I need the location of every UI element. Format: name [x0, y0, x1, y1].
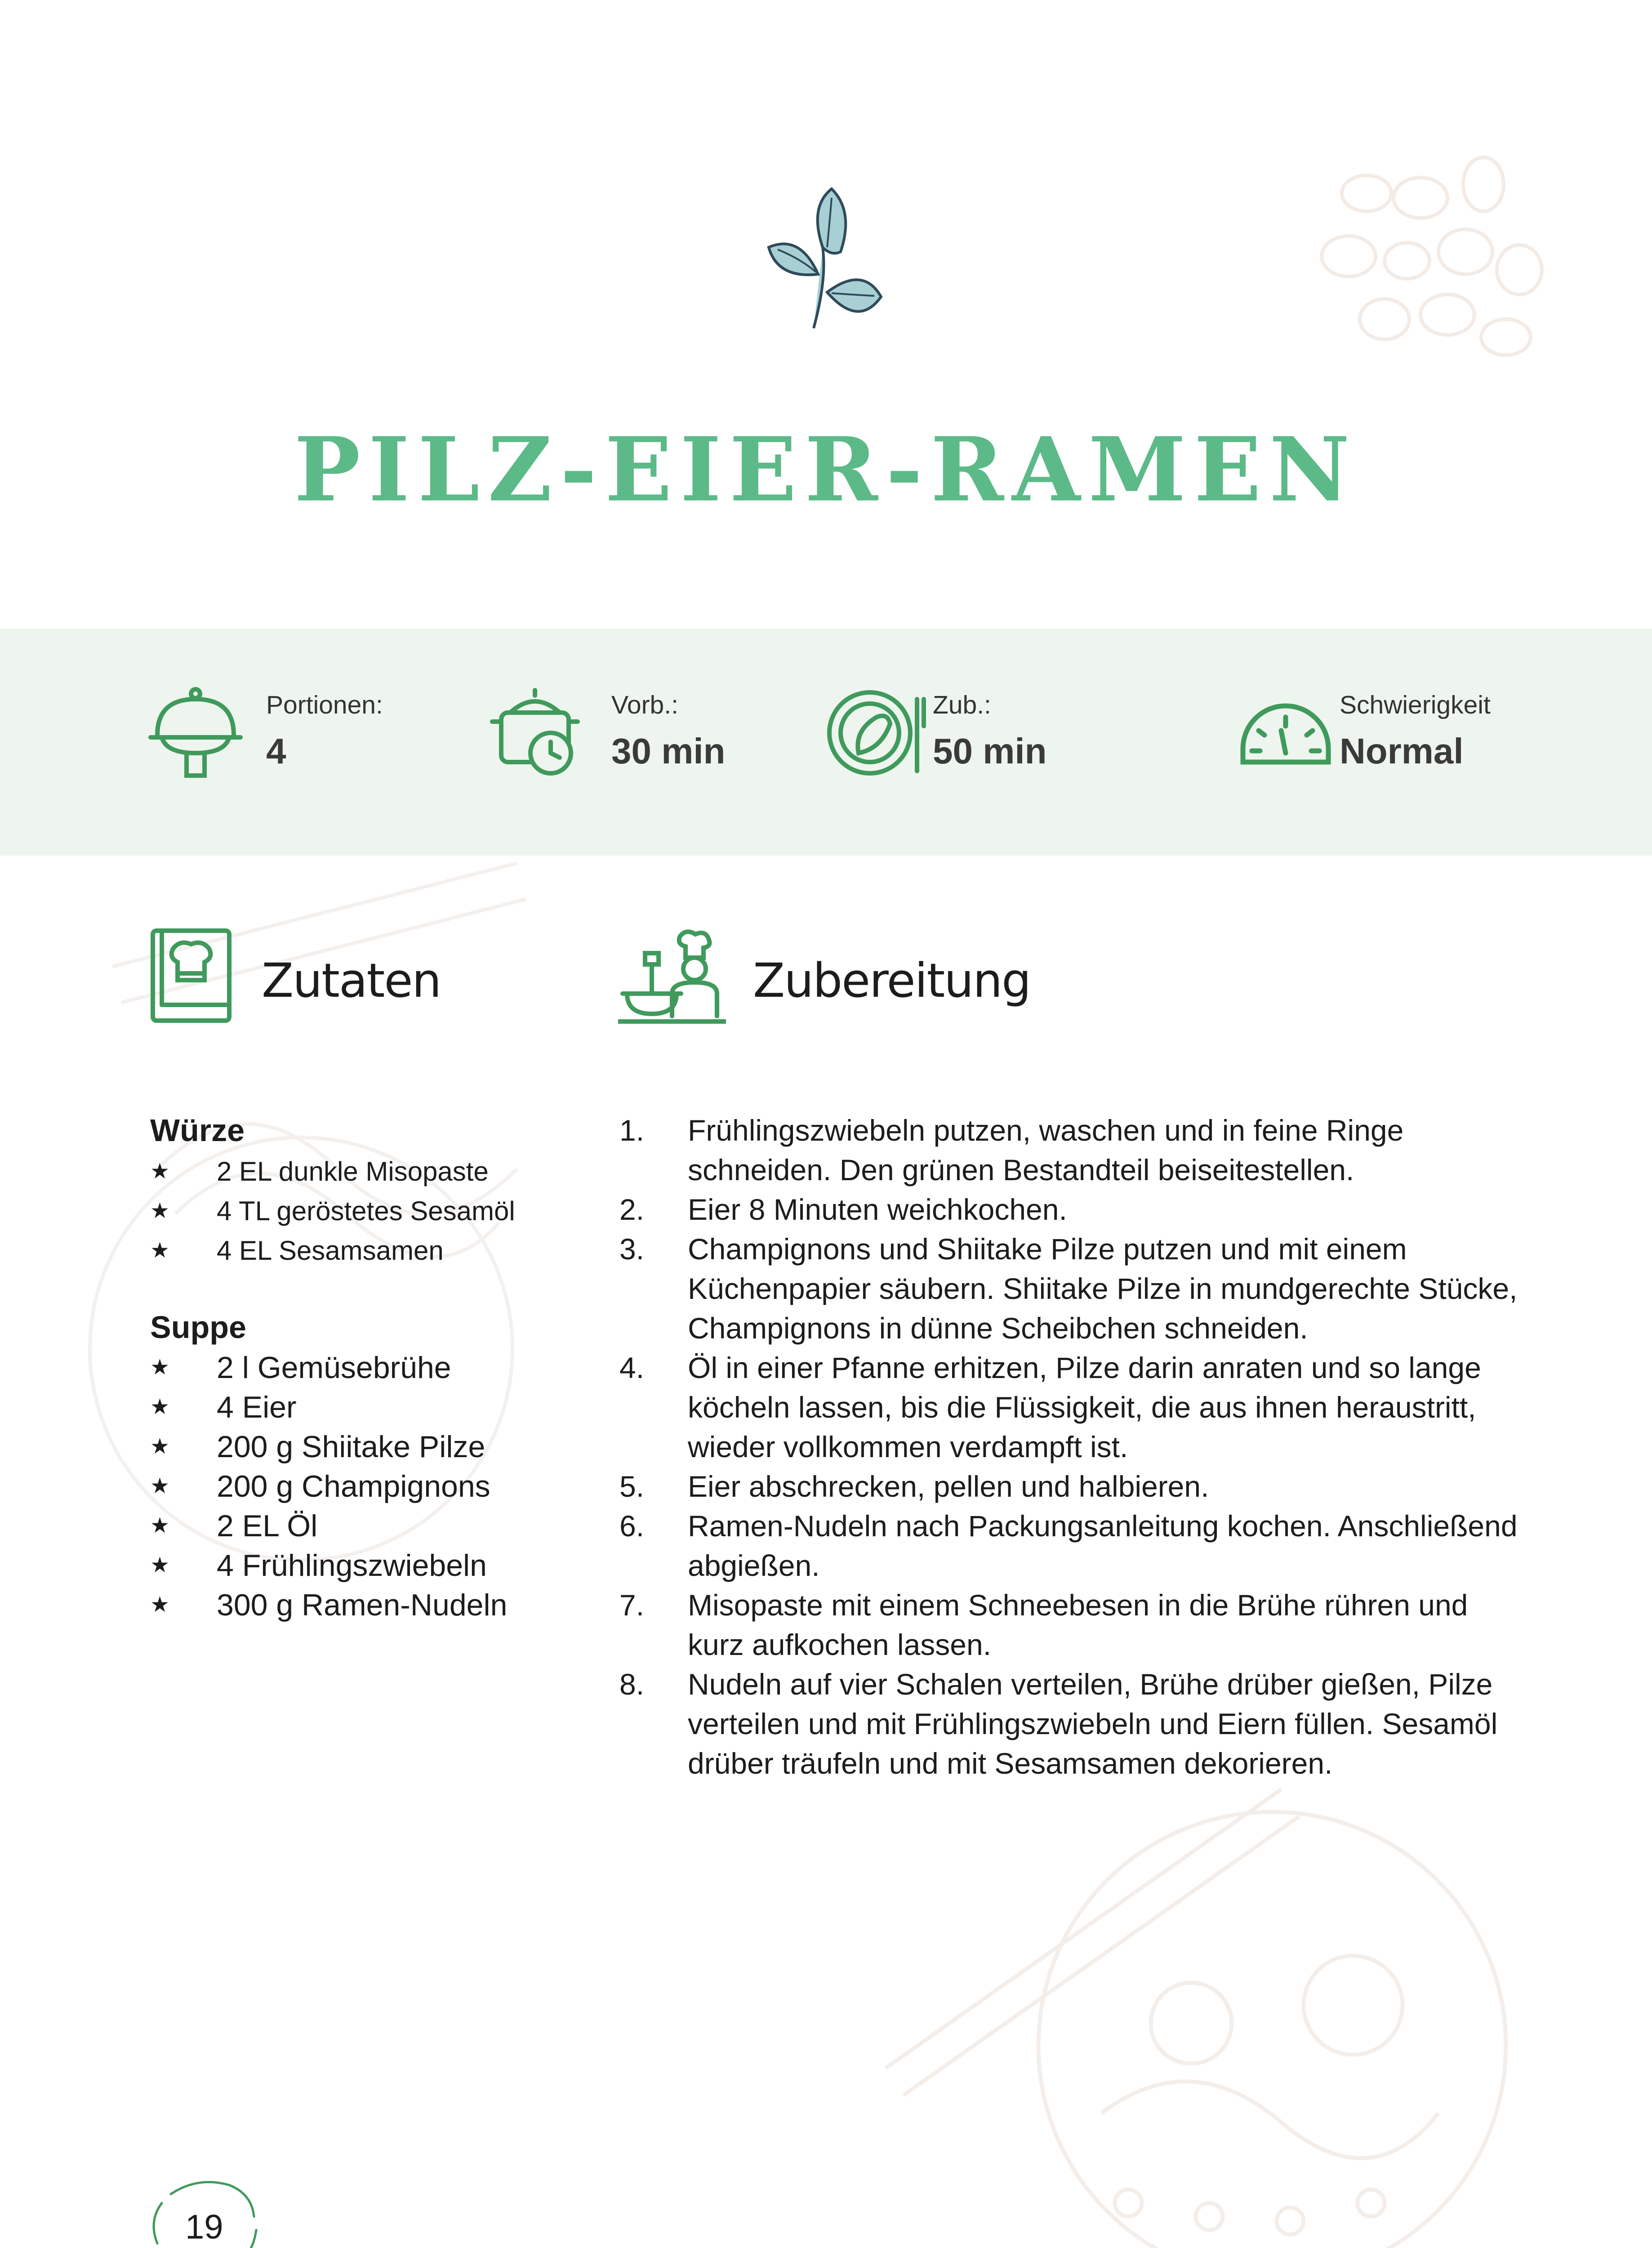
star-bullet-icon: ★ [150, 1356, 170, 1379]
step-number: 4. [619, 1351, 645, 1384]
step-number: 1. [619, 1114, 645, 1147]
page-number: 19 [185, 2208, 223, 2246]
star-bullet-icon: ★ [150, 1514, 170, 1538]
prep-time-label: Vorb.: [611, 691, 678, 719]
servings-label: Portionen: [266, 691, 383, 719]
servings-value: 4 [266, 731, 286, 771]
difficulty-label: Schwierigkeit [1340, 691, 1491, 719]
star-bullet-icon: ★ [150, 1239, 170, 1262]
prep-time-value: 30 min [611, 731, 726, 771]
cookbook-chef-hat-icon [148, 926, 234, 1025]
step-text: Eier abschrecken, pellen und halbieren. [688, 1470, 1209, 1503]
difficulty-value: Normal [1340, 731, 1464, 771]
list-item [619, 1506, 1518, 1585]
list-item [619, 1664, 1518, 1783]
pot-timer-icon [483, 681, 587, 785]
step-number: 8. [619, 1668, 645, 1701]
difficulty-info [1234, 681, 1549, 785]
preparation-steps [619, 1111, 1518, 1783]
step-text: Frühlingszwiebeln putzen, waschen und in feine Ringe schneiden. Den grünen Bestandteil beiseitestellen. [688, 1114, 1404, 1186]
recipe-title: PILZ-EIER-RAMEN [294, 418, 1358, 522]
cook-time-info [827, 681, 1142, 785]
step-text: Eier 8 Minuten weichkochen. [688, 1193, 1067, 1226]
list-item [619, 1229, 1518, 1348]
step-text: Misopaste mit einem Schneebesen in die Brühe rühren und kurz aufkochen lassen. [688, 1588, 1468, 1661]
list-item [619, 1190, 1518, 1229]
list-item [619, 1467, 1518, 1506]
list-item [619, 1585, 1518, 1664]
ingredient-group-title: Suppe [150, 1310, 246, 1345]
step-number: 6. [619, 1509, 645, 1543]
plate-food-icon [827, 681, 931, 785]
ramen-bowl-background-decoration [877, 1753, 1573, 2248]
servings-info [144, 681, 459, 785]
serving-cloche-icon [144, 681, 247, 785]
star-bullet-icon: ★ [150, 1199, 170, 1223]
cook-time-label: Zub.: [933, 691, 991, 719]
noodles-background-decoration [1295, 144, 1573, 396]
prep-time-info [483, 681, 798, 785]
star-bullet-icon: ★ [150, 1474, 170, 1498]
star-bullet-icon: ★ [150, 1593, 170, 1617]
step-text: Nudeln auf vier Schalen verteilen, Brühe drüber gießen, Pilze verteilen und mit Frühlingszwiebeln und Eiern füllen. Sesamöl drüber träufeln und mit Sesamsamen dekorieren. [688, 1668, 1498, 1780]
step-number: 7. [619, 1588, 645, 1622]
ingredients-heading: Zutaten [262, 953, 441, 1008]
step-number: 3. [619, 1232, 645, 1266]
star-bullet-icon: ★ [150, 1553, 170, 1577]
preparation-heading: Zubereitung [753, 953, 1031, 1008]
step-text: Ramen-Nudeln nach Packungsanleitung kochen. Anschließend abgießen. [688, 1509, 1518, 1582]
star-bullet-icon: ★ [150, 1160, 170, 1183]
list-item [619, 1111, 1518, 1190]
star-bullet-icon: ★ [150, 1395, 170, 1419]
list-item [619, 1348, 1518, 1467]
step-text: Öl in einer Pfanne erhitzen, Pilze darin anraten und so lange köcheln lassen, bis die Flüssigkeit, die aus ihnen heraustritt, wieder vollkommen verdampft ist. [688, 1351, 1481, 1463]
step-number: 2. [619, 1193, 645, 1226]
step-number: 5. [619, 1470, 645, 1503]
ingredient-group-title: Würze [150, 1113, 245, 1148]
basil-leaf-icon [760, 180, 895, 342]
star-bullet-icon: ★ [150, 1435, 170, 1459]
cook-time-value: 50 min [933, 731, 1047, 771]
chef-cooking-icon [618, 926, 726, 1025]
gauge-icon [1234, 681, 1337, 785]
step-text: Champignons und Shiitake Pilze putzen und mit einem Küchenpapier säubern. Shiitake Pilze in mundgerechte Stücke, Champignons in dünne Scheibchen schneiden. [688, 1232, 1518, 1345]
